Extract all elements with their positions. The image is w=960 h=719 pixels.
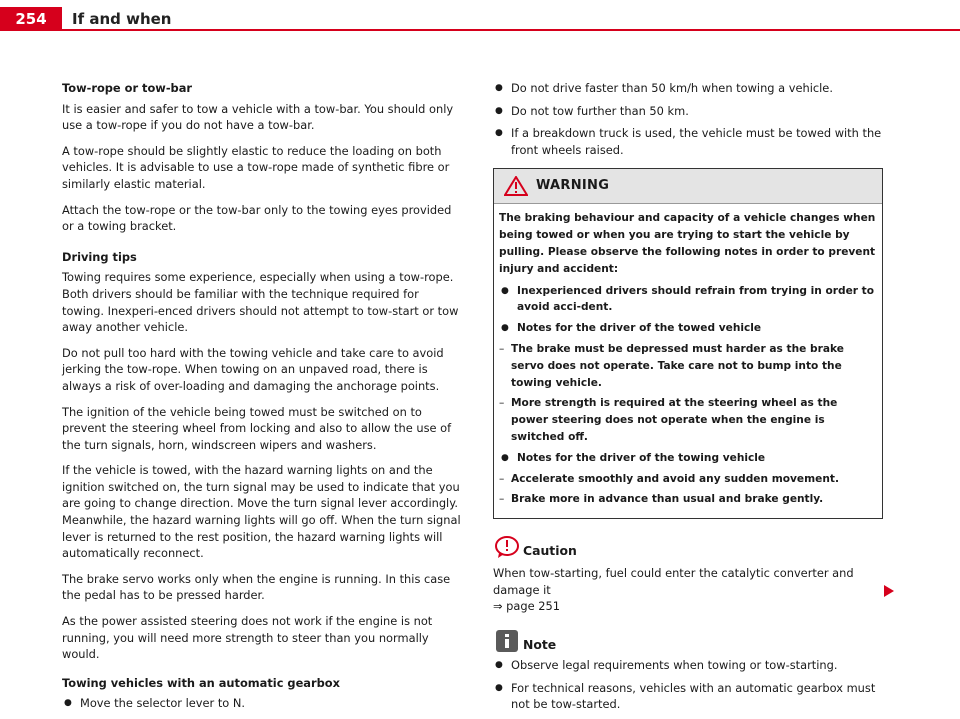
caution-text: [493, 565, 883, 615]
left-column: [62, 80, 462, 718]
list-item: ● For technical reasons, vehicles with an automatic gearbox must not be tow-started.: [493, 680, 883, 713]
driving-paragraph-3: The ignition of the vehicle being towed must be switched on to prevent the steering wheel from locking and also to allow the use of the turn signals, horn, windscreen wipers and washers.: [62, 404, 452, 452]
warning-triangle-icon: [504, 176, 528, 201]
list-item: – More strength is required at the steering wheel as the power steering does not operate when the engine is switched off.: [499, 395, 878, 445]
note-header: [493, 629, 883, 657]
warning-header: [494, 169, 882, 204]
list-item: ● Do not drive faster than 50 km/h when towing a vehicle.: [493, 80, 883, 97]
driving-tips-heading: Driving tips: [62, 249, 137, 264]
driving-paragraph-6: As the power assisted steering does not work if the engine is not running, you will need more strength to steer than you normally would.: [62, 614, 433, 662]
list-item: ● Inexperienced drivers should refrain from trying in order to avoid acci-dent.: [499, 283, 878, 317]
caution-icon: [495, 535, 519, 564]
header-rule: [62, 29, 960, 31]
note-label: Note: [523, 636, 557, 652]
note-icon: [495, 629, 519, 658]
driving-paragraph-2: Do not pull too hard with the towing vehicle and take care to avoid jerking the tow-rope. When towing on an unpaved road, there is always a risk of over-loading and damaging the anchorage points.: [62, 345, 444, 393]
right-column: [493, 80, 883, 719]
page-header: [0, 0, 960, 30]
list-item: – Accelerate smoothly and avoid any sudden movement.: [499, 471, 878, 488]
list-item: ● Notes for the driver of the towed vehicle: [499, 320, 878, 337]
list-item: ● If a breakdown truck is used, the vehicle must be towed with the front wheels raised.: [493, 125, 883, 158]
page-title: If and when: [72, 10, 172, 28]
automatic-gearbox-heading: Towing vehicles with an automatic gearbox: [62, 675, 340, 690]
caution-text-body: When tow-starting, fuel could enter the catalytic converter and damage it: [493, 566, 854, 597]
towrope-heading: Tow-rope or tow-bar: [62, 81, 193, 95]
caution-label: Caution: [523, 543, 577, 559]
towrope-paragraph-3: Attach the tow-rope or the tow-bar only to the towing eyes provided or a towing bracket.: [62, 202, 452, 234]
towrope-paragraph-1: It is easier and safer to tow a vehicle with a tow-bar. You should only use a tow-rope if you do not have a tow-bar.: [62, 101, 454, 133]
list-item: ● Observe legal requirements when towing or tow-starting.: [493, 657, 883, 674]
list-item: – The brake must be depressed must harder as the brake servo does not operate. Take care not to bump into the towing vehicle.: [499, 341, 878, 391]
warning-body: [494, 204, 882, 518]
list-item: ● Do not tow further than 50 km.: [493, 103, 883, 120]
list-item: – Brake more in advance than usual and brake gently.: [499, 491, 878, 508]
caution-page-reference[interactable]: ⇒ page 251: [493, 599, 560, 614]
next-page-arrow-icon[interactable]: [884, 582, 894, 601]
page-number: 254: [0, 7, 62, 31]
list-item: ● Move the selector lever to N.: [62, 695, 462, 712]
list-item: ● Notes for the driver of the towing vehicle: [499, 450, 878, 467]
driving-paragraph-1: Towing requires some experience, especially when using a tow-rope. Both drivers should be familiar with the technique required for towing. Inexperi-enced drivers should not attempt to tow-start or tow away another vehicle.: [62, 270, 459, 335]
warning-label: WARNING: [536, 178, 610, 194]
towrope-paragraph-2: A tow-rope should be slightly elastic to reduce the loading on both vehicles. It is advisable to use a tow-rope made of synthetic fibre or similarly elastic material.: [62, 143, 450, 191]
warning-box: [493, 168, 883, 519]
caution-header: [493, 535, 883, 563]
driving-paragraph-4: If the vehicle is towed, with the hazard warning lights on and the ignition switched on, the turn signal may be used to indicate that you are going to change direction. Move the turn signal lever accordingly. Meanwhile, the hazard warning lights will go off. When the turn signal lever is returned to the rest position, the hazard warning lights will automatically reconnect.: [62, 463, 461, 561]
driving-paragraph-5: The brake servo works only when the engine is running. In this case the pedal has to be pressed harder.: [62, 571, 451, 603]
warning-intro: The braking behaviour and capacity of a vehicle changes when being towed or when you are trying to start the vehicle by pulling. Please observe the following notes in order to prevent injury and accident:: [499, 212, 876, 275]
